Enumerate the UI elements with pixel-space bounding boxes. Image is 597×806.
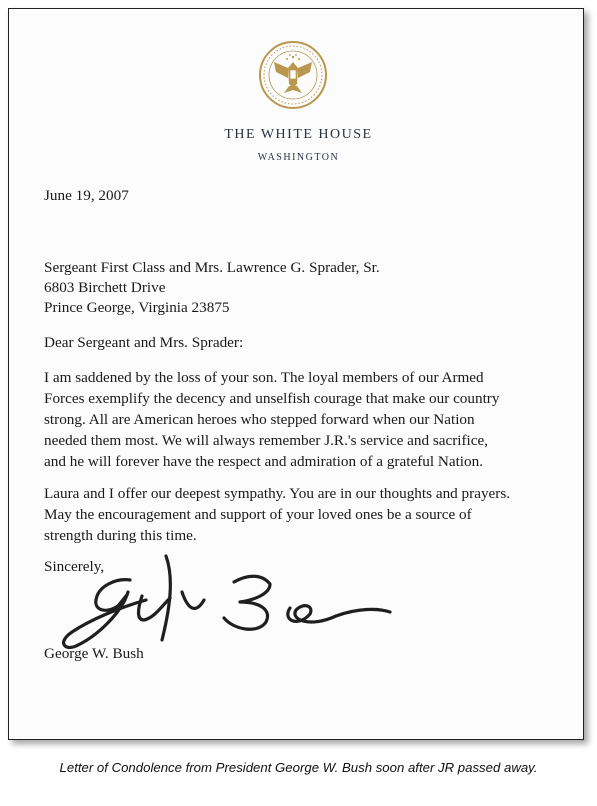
paragraph-line: I am saddened by the loss of your son. The loyal members of our Armed xyxy=(44,369,484,386)
letterhead-title: THE WHITE HOUSE xyxy=(224,127,373,142)
address-line: Sergeant First Class and Mrs. Lawrence G. Sprader, Sr. xyxy=(44,259,380,276)
paragraph-line: strong. All are American heroes who stepped forward when our Nation xyxy=(44,411,475,428)
paragraph-line: needed them most. We will always remember J.R.'s service and sacrifice, xyxy=(44,432,489,449)
paragraph-line: May the encouragement and support of your loved ones be a source of xyxy=(44,506,472,523)
closing: Sincerely, xyxy=(44,558,105,575)
salutation: Dear Sergeant and Mrs. Sprader: xyxy=(44,334,244,351)
letterhead-subtitle: WASHINGTON xyxy=(257,152,340,163)
address-line: 6803 Birchett Drive xyxy=(44,279,166,296)
paragraph-line: Laura and I offer our deepest sympathy. You are in our thoughts and prayers. xyxy=(44,485,511,502)
paragraph-line: strength during this time. xyxy=(44,527,197,544)
presidential-seal-icon xyxy=(258,40,328,110)
address-line: Prince George, Virginia 23875 xyxy=(44,299,230,316)
signer-name: George W. Bush xyxy=(44,645,144,662)
image-caption: Letter of Condolence from President George W. Bush soon after JR passed away. xyxy=(59,760,538,775)
paragraph-line: Forces exemplify the decency and unselfish courage that make our country xyxy=(44,390,500,407)
letter-date: June 19, 2007 xyxy=(44,187,129,204)
paragraph-line: and he will forever have the respect and admiration of a grateful Nation. xyxy=(44,453,483,470)
